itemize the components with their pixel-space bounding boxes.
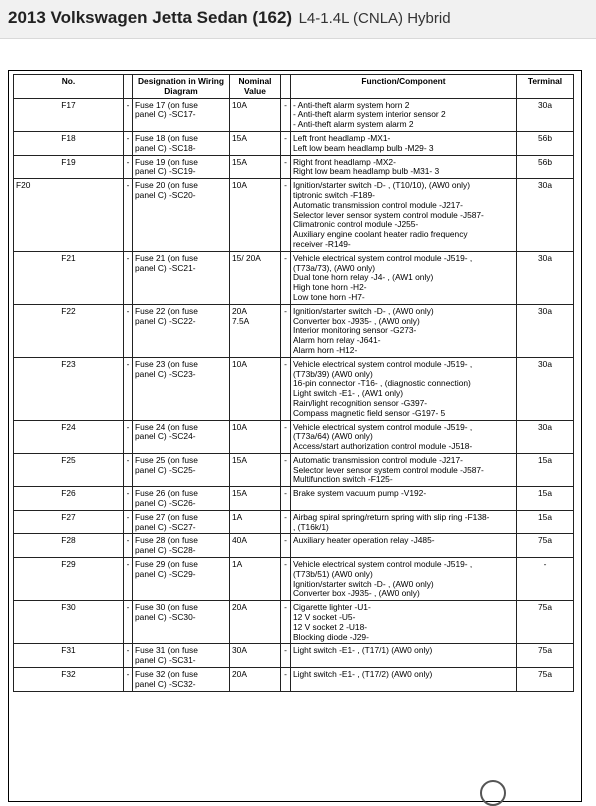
function-component-cell-line: - Anti-theft alarm system alarm 2: [293, 119, 414, 130]
designation-cell: [133, 510, 230, 534]
designation-cell-line: Fuse 20 (on fuse: [135, 180, 198, 191]
table-row: [14, 131, 574, 155]
designation-cell-line: Fuse 28 (on fuse: [135, 535, 198, 546]
designation-cell-line: panel C) -SC32-: [135, 678, 196, 689]
table-row: [14, 668, 574, 692]
page-title: [8, 8, 451, 28]
function-component-cell-line: High tone horn -H2-: [293, 282, 367, 293]
function-component-cell-line: Alarm horn -H12-: [293, 344, 358, 355]
engine-subtitle: L4-1.4L (CNLA) Hybrid: [298, 10, 451, 27]
separator-dash: -: [124, 487, 133, 511]
table-row: [14, 601, 574, 644]
function-component-cell: [291, 558, 517, 601]
terminal-cell: 30a: [517, 98, 574, 131]
function-component-cell-line: Converter box -J935- , (AW0 only): [293, 588, 420, 599]
function-component-cell-line: Right front headlamp -MX2-: [293, 156, 396, 167]
nominal-value-cell-line: 15A: [232, 488, 247, 499]
fuse-number: F19: [14, 155, 124, 179]
terminal-cell: 15a: [517, 510, 574, 534]
designation-cell-line: panel C) -SC18-: [135, 142, 196, 153]
table-row: [14, 357, 574, 420]
function-component-cell-line: Cigarette lighter -U1-: [293, 602, 371, 613]
fuse-number: F27: [14, 510, 124, 534]
function-component-cell-line: Climatronic control module -J255-: [293, 219, 419, 230]
header-terminal: Terminal: [517, 75, 574, 99]
scroll-indicator-icon: [480, 780, 506, 806]
designation-cell-line: panel C) -SC17-: [135, 109, 196, 120]
nominal-value-cell: [230, 357, 281, 420]
function-component-cell-line: Left front headlamp -MX1-: [293, 132, 391, 143]
terminal-cell: 75a: [517, 601, 574, 644]
table-row: [14, 510, 574, 534]
designation-cell: [133, 304, 230, 357]
table-row: [14, 487, 574, 511]
function-component-cell-line: (T73b/51) (AW0 only): [293, 568, 373, 579]
function-component-cell: [291, 251, 517, 304]
separator-dash: -: [124, 155, 133, 179]
separator-dash: -: [281, 155, 291, 179]
separator-dash: -: [281, 251, 291, 304]
terminal-cell: 30a: [517, 420, 574, 453]
nominal-value-cell: [230, 487, 281, 511]
function-component-cell-line: (T73a/73), (AW0 only): [293, 262, 376, 273]
separator-dash: -: [124, 510, 133, 534]
terminal-cell: 15a: [517, 487, 574, 511]
function-component-cell: [291, 453, 517, 486]
table-header-row: [14, 75, 574, 99]
designation-cell-line: panel C) -SC26-: [135, 498, 196, 509]
header-designation: Designation in Wiring Diagram: [133, 75, 230, 99]
separator-dash: -: [124, 179, 133, 252]
function-component-cell: [291, 534, 517, 558]
separator-dash: -: [124, 131, 133, 155]
separator-dash: -: [124, 453, 133, 486]
designation-cell: [133, 534, 230, 558]
fuse-table: [13, 74, 574, 692]
designation-cell-line: panel C) -SC19-: [135, 166, 196, 177]
function-component-cell-line: Dual tone horn relay -J4- , (AW1 only): [293, 272, 434, 283]
nominal-value-cell-line: 15A: [232, 156, 247, 167]
designation-cell: [133, 179, 230, 252]
fuse-number: F23: [14, 357, 124, 420]
fuse-number: F28: [14, 534, 124, 558]
terminal-cell: 30a: [517, 251, 574, 304]
nominal-value-cell-line: 1A: [232, 511, 243, 522]
function-component-cell-line: Airbag spiral spring/return spring with slip ring -F138-: [293, 511, 490, 522]
separator-dash: -: [281, 357, 291, 420]
fuse-number: F22: [14, 304, 124, 357]
function-component-cell-line: Brake system vacuum pump -V192-: [293, 488, 427, 499]
designation-cell-line: Fuse 25 (on fuse: [135, 454, 198, 465]
nominal-value-cell-line: 40A: [232, 535, 247, 546]
nominal-value-cell-line: 10A: [232, 99, 247, 110]
terminal-cell: 75a: [517, 668, 574, 692]
function-component-cell-line: Low tone horn -H7-: [293, 291, 365, 302]
fuse-table-body: [14, 98, 574, 691]
page-header: [0, 0, 596, 39]
table-row: [14, 179, 574, 252]
function-component-cell: [291, 98, 517, 131]
table-row: [14, 98, 574, 131]
designation-cell: [133, 98, 230, 131]
designation-cell-line: panel C) -SC30-: [135, 612, 196, 623]
separator-dash: -: [281, 487, 291, 511]
designation-cell-line: Fuse 24 (on fuse: [135, 421, 198, 432]
designation-cell-line: panel C) -SC27-: [135, 521, 196, 532]
separator-dash: -: [281, 131, 291, 155]
function-component-cell: [291, 644, 517, 668]
nominal-value-cell: [230, 644, 281, 668]
table-row: [14, 251, 574, 304]
nominal-value-cell: [230, 558, 281, 601]
fuse-table-document: [8, 70, 582, 802]
designation-cell-line: panel C) -SC23-: [135, 368, 196, 379]
function-component-cell-line: Selector lever sensor system control module -J587-: [293, 464, 484, 475]
header-nominal: Nominal Value: [230, 75, 281, 99]
fuse-number: F20: [14, 179, 124, 252]
separator-dash: -: [281, 601, 291, 644]
header-function: Function/Component: [291, 75, 517, 99]
function-component-cell-line: Converter box -J935- , (AW0 only): [293, 315, 420, 326]
separator-dash: -: [124, 357, 133, 420]
nominal-value-cell: [230, 155, 281, 179]
function-component-cell-line: Light switch -E1- , (T17/1) (AW0 only): [293, 645, 433, 656]
function-component-cell: [291, 668, 517, 692]
terminal-cell: 56b: [517, 155, 574, 179]
separator-dash: -: [124, 251, 133, 304]
designation-cell: [133, 131, 230, 155]
function-component-cell-line: Ignition/starter switch -D- , (T10/10), (AW0 only): [293, 180, 471, 191]
function-component-cell-line: Ignition/starter switch -D- , (AW0 only): [293, 578, 434, 589]
nominal-value-cell-line: 30A: [232, 645, 247, 656]
function-component-cell-line: 12 V socket -U5-: [293, 612, 356, 623]
nominal-value-cell-line: 15A: [232, 454, 247, 465]
designation-cell-line: Fuse 26 (on fuse: [135, 488, 198, 499]
table-row: [14, 558, 574, 601]
function-component-cell-line: - Anti-theft alarm system interior sensor 2: [293, 109, 446, 120]
designation-cell: [133, 601, 230, 644]
nominal-value-cell-line: 20A: [232, 305, 247, 316]
function-component-cell-line: Light switch -E1- , (T17/2) (AW0 only): [293, 669, 433, 680]
function-component-cell-line: Selector lever sensor system control module -J587-: [293, 209, 484, 220]
designation-cell-line: Fuse 30 (on fuse: [135, 602, 198, 613]
nominal-value-cell-line: 20A: [232, 669, 247, 680]
separator-dash: -: [124, 534, 133, 558]
designation-cell: [133, 251, 230, 304]
designation-cell-line: Fuse 17 (on fuse: [135, 99, 198, 110]
terminal-cell: 30a: [517, 357, 574, 420]
table-row: [14, 644, 574, 668]
function-component-cell-line: Vehicle electrical system control module -J519- ,: [293, 252, 473, 263]
designation-cell-line: panel C) -SC29-: [135, 568, 196, 579]
function-component-cell: [291, 510, 517, 534]
nominal-value-cell-line: 10A: [232, 180, 247, 191]
designation-cell: [133, 453, 230, 486]
separator-dash: -: [124, 304, 133, 357]
function-component-cell-line: Right low beam headlamp bulb -M31- 3: [293, 166, 440, 177]
table-row: [14, 534, 574, 558]
fuse-number: F21: [14, 251, 124, 304]
nominal-value-cell-line: 20A: [232, 602, 247, 613]
function-component-cell-line: Blocking diode -J29-: [293, 631, 369, 642]
fuse-number: F26: [14, 487, 124, 511]
designation-cell-line: Fuse 21 (on fuse: [135, 252, 198, 263]
designation-cell-line: Fuse 32 (on fuse: [135, 669, 198, 680]
function-component-cell-line: Auxiliary heater operation relay -J485-: [293, 535, 435, 546]
fuse-number: F17: [14, 98, 124, 131]
function-component-cell-line: Alarm horn relay -J641-: [293, 335, 381, 346]
function-component-cell-line: Ignition/starter switch -D- , (AW0 only): [293, 305, 434, 316]
table-row: [14, 304, 574, 357]
table-row: [14, 420, 574, 453]
separator-dash: -: [281, 668, 291, 692]
separator-dash: -: [281, 98, 291, 131]
designation-cell-line: Fuse 19 (on fuse: [135, 156, 198, 167]
nominal-value-cell: [230, 601, 281, 644]
designation-cell: [133, 558, 230, 601]
function-component-cell-line: (T73a/64) (AW0 only): [293, 431, 373, 442]
function-component-cell: [291, 131, 517, 155]
separator-dash: -: [124, 668, 133, 692]
function-component-cell-line: receiver -R149-: [293, 238, 351, 249]
function-component-cell-line: Light switch -E1- , (AW1 only): [293, 388, 403, 399]
nominal-value-cell-line: 10A: [232, 421, 247, 432]
designation-cell: [133, 644, 230, 668]
fuse-number: F18: [14, 131, 124, 155]
designation-cell: [133, 487, 230, 511]
function-component-cell-line: 12 V socket 2 -U18-: [293, 621, 368, 632]
designation-cell-line: panel C) -SC20-: [135, 189, 196, 200]
vehicle-title: 2013 Volkswagen Jetta Sedan (162): [8, 8, 293, 27]
designation-cell-line: panel C) -SC25-: [135, 464, 196, 475]
function-component-cell: [291, 420, 517, 453]
function-component-cell-line: Vehicle electrical system control module -J519- ,: [293, 421, 473, 432]
nominal-value-cell: [230, 534, 281, 558]
designation-cell-line: Fuse 18 (on fuse: [135, 132, 198, 143]
header-no: No.: [14, 75, 124, 99]
terminal-cell: -: [517, 558, 574, 601]
function-component-cell-line: Rain/light recognition sensor -G397-: [293, 397, 428, 408]
function-component-cell-line: Interior monitoring sensor -G273-: [293, 325, 417, 336]
designation-cell-line: panel C) -SC21-: [135, 262, 196, 273]
function-component-cell-line: , (T16k/1): [293, 521, 329, 532]
separator-dash: -: [124, 601, 133, 644]
nominal-value-cell: [230, 510, 281, 534]
terminal-cell: 30a: [517, 179, 574, 252]
designation-cell-line: panel C) -SC31-: [135, 655, 196, 666]
terminal-cell: 30a: [517, 304, 574, 357]
designation-cell-line: panel C) -SC22-: [135, 315, 196, 326]
table-row: [14, 453, 574, 486]
fuse-number: F30: [14, 601, 124, 644]
nominal-value-cell: [230, 453, 281, 486]
separator-dash: -: [281, 179, 291, 252]
function-component-cell-line: Automatic transmission control module -J217-: [293, 454, 463, 465]
separator-dash: -: [281, 534, 291, 558]
function-component-cell-line: 16-pin connector -T16- , (diagnostic connection): [293, 378, 471, 389]
terminal-cell: 75a: [517, 644, 574, 668]
separator-dash: -: [124, 420, 133, 453]
nominal-value-cell-line: 15A: [232, 132, 247, 143]
separator-dash: -: [281, 453, 291, 486]
designation-cell-line: Fuse 29 (on fuse: [135, 559, 198, 570]
separator-dash: -: [281, 644, 291, 668]
nominal-value-cell-line: 15/ 20A: [232, 252, 261, 263]
nominal-value-cell-line: 1A: [232, 559, 243, 570]
separator-dash: -: [281, 304, 291, 357]
designation-cell-line: Fuse 23 (on fuse: [135, 358, 198, 369]
designation-cell-line: panel C) -SC28-: [135, 545, 196, 556]
function-component-cell: [291, 487, 517, 511]
function-component-cell-line: Vehicle electrical system control module -J519- ,: [293, 559, 473, 570]
designation-cell: [133, 668, 230, 692]
designation-cell-line: panel C) -SC24-: [135, 431, 196, 442]
designation-cell: [133, 357, 230, 420]
nominal-value-cell: [230, 668, 281, 692]
function-component-cell-line: Auxiliary engine coolant heater radio frequency: [293, 229, 468, 240]
designation-cell: [133, 155, 230, 179]
designation-cell-line: Fuse 31 (on fuse: [135, 645, 198, 656]
nominal-value-cell: [230, 251, 281, 304]
separator-dash: -: [124, 558, 133, 601]
function-component-cell-line: (T73b/39) (AW0 only): [293, 368, 373, 379]
separator-dash: -: [281, 558, 291, 601]
designation-cell-line: Fuse 22 (on fuse: [135, 305, 198, 316]
header-spacer: [281, 75, 291, 99]
function-component-cell-line: Multifunction switch -F125-: [293, 474, 393, 485]
function-component-cell: [291, 601, 517, 644]
terminal-cell: 56b: [517, 131, 574, 155]
table-row: [14, 155, 574, 179]
function-component-cell-line: Compass magnetic field sensor -G197- 5: [293, 407, 446, 418]
nominal-value-cell-line: 7.5A: [232, 315, 250, 326]
separator-dash: -: [281, 420, 291, 453]
function-component-cell-line: Access/start authorization control module -J518-: [293, 441, 473, 452]
fuse-number: F29: [14, 558, 124, 601]
function-component-cell-line: Vehicle electrical system control module -J519- ,: [293, 358, 473, 369]
function-component-cell-line: tiptronic switch -F189-: [293, 189, 375, 200]
designation-cell: [133, 420, 230, 453]
designation-cell-line: Fuse 27 (on fuse: [135, 511, 198, 522]
separator-dash: -: [124, 644, 133, 668]
fuse-number: F24: [14, 420, 124, 453]
fuse-number: F32: [14, 668, 124, 692]
function-component-cell: [291, 357, 517, 420]
header-spacer: [124, 75, 133, 99]
nominal-value-cell: [230, 98, 281, 131]
nominal-value-cell: [230, 420, 281, 453]
nominal-value-cell-line: 10A: [232, 358, 247, 369]
nominal-value-cell: [230, 131, 281, 155]
function-component-cell-line: Left low beam headlamp bulb -M29- 3: [293, 142, 434, 153]
terminal-cell: 15a: [517, 453, 574, 486]
terminal-cell: 75a: [517, 534, 574, 558]
separator-dash: -: [124, 98, 133, 131]
function-component-cell-line: - Anti-theft alarm system horn 2: [293, 99, 410, 110]
function-component-cell: [291, 155, 517, 179]
function-component-cell: [291, 304, 517, 357]
nominal-value-cell: [230, 179, 281, 252]
fuse-number: F31: [14, 644, 124, 668]
fuse-number: F25: [14, 453, 124, 486]
function-component-cell: [291, 179, 517, 252]
nominal-value-cell: [230, 304, 281, 357]
function-component-cell-line: Automatic transmission control module -J217-: [293, 199, 463, 210]
separator-dash: -: [281, 510, 291, 534]
